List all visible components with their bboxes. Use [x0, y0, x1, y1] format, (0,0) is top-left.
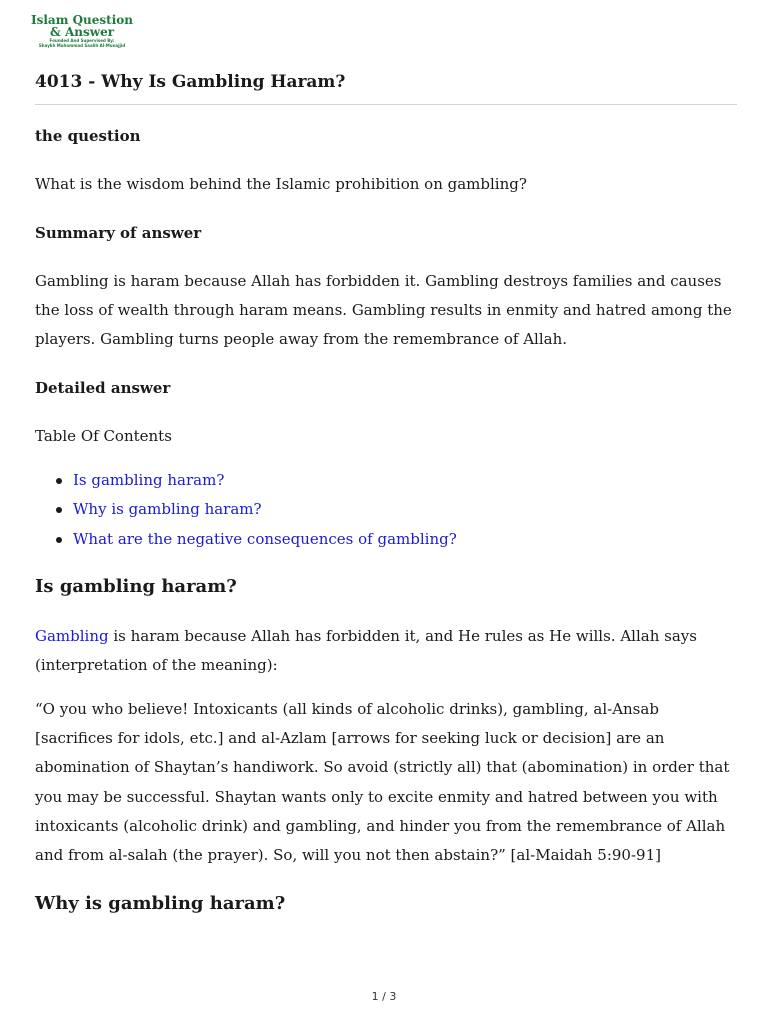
- toc-item: [35, 525, 735, 554]
- section1-intro-text: is haram because Allah has forbidden it, and He rules as He wills. Allah says (interpretation of the meaning):: [35, 627, 697, 675]
- section-heading-why-is-gambling-haram: Why is gambling haram?: [35, 893, 286, 914]
- page-number: 1 / 3: [371, 990, 397, 1003]
- quran-quote: “O you who believe! Intoxicants (all kinds of alcoholic drinks), gambling, al-Ansab [sacrifices for idols, etc.] and al-Azlam [arrows for seeking luck or decision] are an abomination of Shaytan’s handiwork. So avoid (strictly all) that (abomination) in order that you may be successful. Shaytan wants only to excite enmity and hatred between you with intoxicants (alcoholic drink) and gambling, and hinder you from the remembrance of Allah and from al-salah (the prayer). So, will you not then abstain?” [al-Maidah 5:90-91]: [35, 700, 730, 865]
- logo-line-2: & Answer: [49, 25, 115, 39]
- detailed-answer-label: Detailed answer: [35, 379, 171, 397]
- toc-link-is-gambling-haram[interactable]: Is gambling haram?: [73, 471, 225, 489]
- logo-line-1: Islam Question: [31, 13, 133, 27]
- page-title: 4013 - Why Is Gambling Haram?: [35, 72, 346, 92]
- toc-link-negative-consequences[interactable]: What are the negative consequences of gambling?: [73, 529, 457, 548]
- question-label: the question: [35, 127, 141, 145]
- section-heading-is-gambling-haram: Is gambling haram?: [35, 576, 237, 597]
- logo-line-3: Founded And Supervised By:: [49, 38, 115, 43]
- toc-label: Table Of Contents: [35, 427, 172, 445]
- gambling-link[interactable]: Gambling: [35, 627, 109, 645]
- bullet-icon: [56, 478, 62, 484]
- toc-link-why-is-gambling-haram[interactable]: Why is gambling haram?: [73, 500, 262, 519]
- summary-label: Summary of answer: [35, 224, 202, 242]
- logo-line-4: Shaykh Muhammad Saalih Al-Munajjid: [38, 43, 126, 48]
- bullet-icon: [56, 537, 62, 543]
- toc-item: [35, 466, 735, 495]
- bullet-icon: [56, 507, 62, 513]
- title-divider: [35, 104, 737, 105]
- toc-item: [35, 495, 735, 524]
- table-of-contents: [35, 466, 735, 554]
- summary-text: Gambling is haram because Allah has forbidden it. Gambling destroys families and causes the loss of wealth through haram means. Gambling results in enmity and hatred among the players. Gambling turns people away from the remembrance of Allah.: [35, 272, 732, 349]
- site-logo: [26, 14, 138, 52]
- question-text: What is the wisdom behind the Islamic prohibition on gambling?: [35, 175, 527, 193]
- section1-intro: [35, 622, 740, 680]
